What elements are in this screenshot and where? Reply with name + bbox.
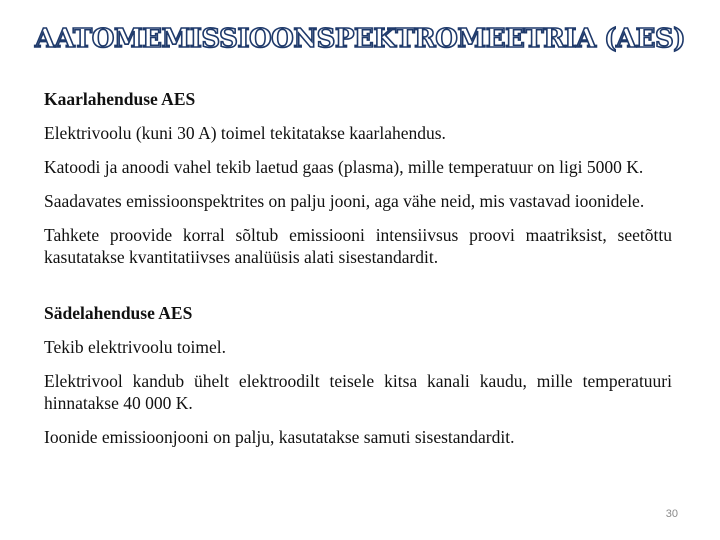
section-heading-spark-aes: Sädelahenduse AES bbox=[44, 303, 193, 323]
paragraph: Saadavates emissioonspektrites on palju jooni, aga vähe neid, mis vastavad ioonidele. bbox=[44, 191, 645, 211]
paragraph: Ioonide emissioonjooni on palju, kasutatakse samuti sisestandardit. bbox=[44, 427, 515, 447]
slide-title: AATOMEMISSIOONSPEKTROMEETRIA (AES) bbox=[34, 24, 686, 54]
paragraph: Elektrivool kandub ühelt elektroodilt teisele kitsa kanali kaudu, mille temperatuuri hinnatakse 40 000 K. bbox=[44, 371, 672, 413]
section-spacer bbox=[44, 280, 672, 302]
section-heading-arc-aes: Kaarlahenduse AES bbox=[44, 89, 196, 109]
paragraph: Tahkete proovide korral sõltub emissiooni intensiivsus proovi maatriksist, seetõttu kasutatakse kvantitatiivses analüüsis alati sisestandardit. bbox=[44, 225, 672, 267]
slide-body bbox=[44, 88, 672, 460]
paragraph: Katoodi ja anoodi vahel tekib laetud gaas (plasma), mille temperatuur on ligi 5000 K. bbox=[44, 157, 644, 177]
paragraph: Elektrivoolu (kuni 30 A) toimel tekitatakse kaarlahendus. bbox=[44, 123, 446, 143]
paragraph: Tekib elektrivoolu toimel. bbox=[44, 337, 226, 357]
page-number: 30 bbox=[665, 508, 678, 520]
